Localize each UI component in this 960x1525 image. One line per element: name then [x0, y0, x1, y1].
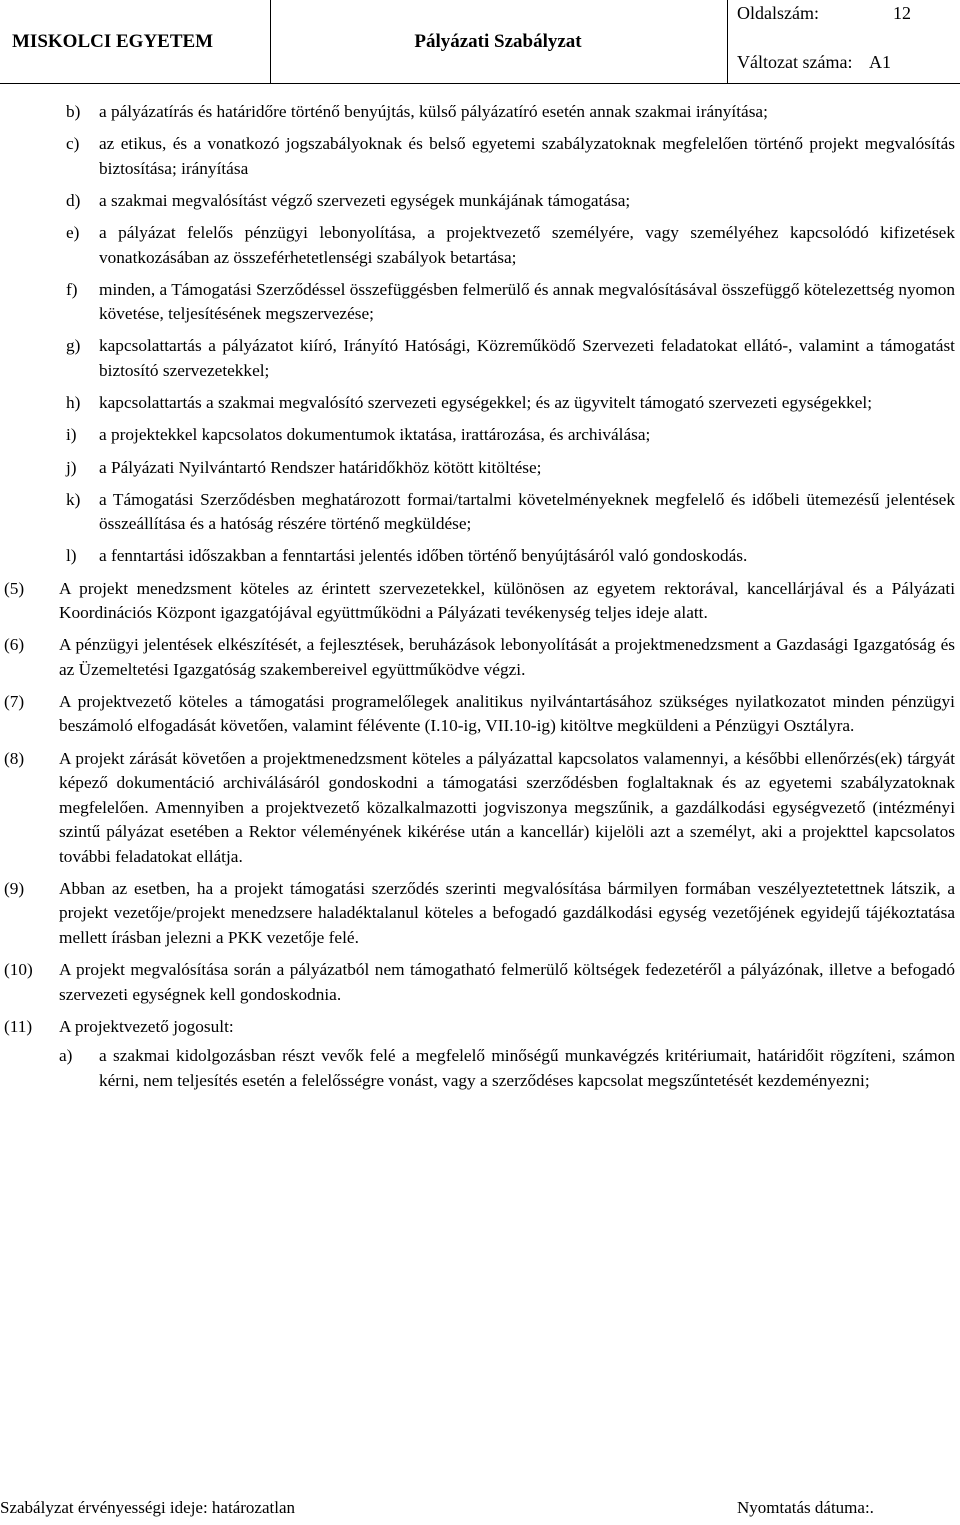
page-footer — [0, 1495, 960, 1525]
paragraph-8 — [0, 747, 960, 870]
header-meta — [727, 0, 960, 83]
list-item-text: kapcsolattartás a pályázatot kiíró, Irányító Hatósági, Közreműködő Szervezeti feladatokat ellátó-, valamint a támogatást biztosító szervezetekkel; — [99, 336, 955, 380]
page-header — [0, 0, 960, 83]
list-item-h — [0, 391, 960, 416]
list-item-text: a Pályázati Nyilvántartó Rendszer határidőkhöz kötött kitöltése; — [99, 457, 542, 477]
list-item-text: a Támogatási Szerződésben meghatározott formai/tartalmi követelményeknek megfelelő és időbeli ütemezésű jelentések összeállítása és a hatóság részére történő megküldése; — [99, 489, 955, 534]
print-date: Nyomtatás dátuma:. — [737, 1498, 874, 1517]
list-item-k — [0, 488, 960, 537]
list-item-label: b) — [66, 102, 81, 121]
document-body — [0, 100, 960, 1101]
list-item-text: a projektekkel kapcsolatos dokumentumok iktatása, irattározása, és archiválása; — [99, 425, 651, 445]
paragraph-number: (11) — [4, 1016, 33, 1036]
list-item-e — [0, 221, 960, 270]
list-item-text: a fenntartási időszakban a fenntartási jelentés időben történő benyújtásáról való gondoskodás. — [99, 546, 748, 566]
paragraph-9 — [0, 877, 960, 951]
paragraph-number: (8) — [4, 748, 25, 768]
list-item-label: e) — [66, 223, 80, 243]
header-bottom-rule — [0, 83, 960, 84]
list-item-text: kapcsolattartás a szakmai megvalósító szervezeti egységekkel; és az ügyvitelt támogató szervezeti egységekkel; — [99, 393, 873, 413]
paragraph-intro: A projektvezető jogosult: — [59, 1016, 234, 1036]
subitem-a — [59, 1044, 955, 1093]
list-item-label: g) — [66, 336, 81, 356]
list-item-label: f) — [66, 279, 78, 299]
paragraph-7 — [0, 690, 960, 739]
list-item-j — [0, 456, 960, 481]
paragraph-text: Abban az esetben, ha a projekt támogatási szerződés szerinti megvalósítása bármilyen formában veszélyeztetettnek látszik, a projekt vezetője/projekt menedzsere haladéktalanul köteles a befogadó gazdálkodási egység vezetőjének egyidejű tájékoztatása mellett írásban jelezni a PKK vezetője felé. — [59, 878, 955, 947]
paragraph-text: A projekt zárását követően a projektmenedzsment köteles a pályázattal kapcsolatos valamennyi, a későbbi ellenőrzés(ek) tárgyát képező dokumentáció archiválásáról gondoskodni a támogatási szerződésben foglaltaknak és az egyetemi szabályzatoknak megfelelően. Amennyiben a projektvezető közalkalmazotti jogviszonya megszűnik, a gazdálkodási egységvezető (intézményi szintű pályázat esetében a Rektor véleményének kikérése után a kancellár) kijelöli azt a személyt, aki a projekttel kapcsolatos további feladatokat ellátja. — [59, 748, 955, 866]
paragraph-text: A projekt megvalósítása során a pályázatból nem támogatható felmerülő költségek fedezetéről a pályázónak, illetve a befogadó szervezeti egységnek kell gondoskodnia. — [59, 960, 955, 1004]
list-item-d — [0, 189, 960, 214]
header-divider-left — [270, 0, 271, 83]
paragraph-text: A projektvezető köteles a támogatási programelőlegek analitikus nyilvántartásához szükséges nyilatkozatot minden pénzügyi beszámoló elfogadását követően, valamint félévente (I.10-ig, VII.10-ig) kitöltve megküldeni a Pénzügyi Osztályra. — [59, 691, 955, 736]
page-number-label: Oldalszám: — [737, 3, 819, 23]
list-item-label: i) — [66, 425, 77, 445]
version-label: Változat száma: — [737, 52, 853, 72]
paragraph-number: (9) — [4, 878, 25, 898]
validity-note: Szabályzat érvényességi ideje: határozatlan — [0, 1498, 295, 1517]
list-item-text: minden, a Támogatási Szerződéssel összefüggésben felmerülő és annak megvalósításával összefüggő kötelezettség nyomon követése, teljesítésének megszervezése; — [99, 279, 955, 324]
list-item-text: a szakmai megvalósítást végző szervezeti egységek munkájának támogatása; — [99, 190, 631, 210]
list-item-label: c) — [66, 134, 80, 154]
subitem-label: a) — [59, 1046, 73, 1066]
paragraph-11 — [0, 1015, 960, 1094]
paragraph-number: (6) — [4, 635, 25, 655]
header-divider-right — [727, 0, 728, 83]
list-item-g — [0, 334, 960, 383]
list-item-label: d) — [66, 190, 81, 210]
list-item-b — [0, 100, 960, 125]
paragraph-number: (10) — [4, 960, 33, 979]
list-item-text: a pályázatírás és határidőre történő benyújtás, külső pályázatíró esetén annak szakmai irányítása; — [99, 102, 768, 121]
paragraph-5 — [0, 577, 960, 626]
page-number: 12 — [893, 3, 911, 23]
version-value: A1 — [869, 52, 891, 72]
subitem-text: a szakmai kidolgozásban részt vevők felé a megfelelő minőségű munkavégzés kritériumait, határidőit rögzíteni, számon kérni, nem teljesítés esetén a felelősségre vonást, vagy a szerződéses kapcsolat megszűntetését kezdeményezni; — [99, 1046, 955, 1090]
list-item-label: l) — [66, 546, 77, 566]
paragraph-6 — [0, 633, 960, 682]
list-item-c — [0, 132, 960, 181]
list-item-i — [0, 423, 960, 448]
list-item-label: j) — [66, 457, 77, 477]
list-item-label: k) — [66, 489, 81, 509]
paragraph-text: A projekt menedzsment köteles az érintett szervezetekkel, különösen az egyetem rektorával, kancellárjával és a Pályázati Koordinációs Központ igazgatójával együttműködni a Pályázati tevékenység teljes ideje alatt. — [59, 578, 955, 623]
list-item-f — [0, 278, 960, 327]
institution-name: MISKOLCI EGYETEM — [12, 30, 214, 52]
list-item-l — [0, 544, 960, 569]
list-item-text: a pályázat felelős pénzügyi lebonyolítása, a projektvezető személyére, vagy személyéhez kapcsolódó kifizetések vonatkozásában az összeférhetetlenségi szabályok betartása; — [99, 223, 955, 267]
paragraph-number: (5) — [4, 578, 25, 598]
list-item-label: h) — [66, 393, 81, 413]
paragraph-10 — [0, 958, 960, 1007]
document-title: Pályázati Szabályzat — [414, 30, 582, 52]
paragraph-number: (7) — [4, 691, 25, 711]
list-item-text: az etikus, és a vonatkozó jogszabályoknak és belső egyetemi szabályzatoknak megfelelően történő projekt megvalósítás biztosítása; irányítása — [99, 134, 955, 178]
paragraph-text: A pénzügyi jelentések elkészítését, a fejlesztések, beruházások lebonyolítását a projektmenedzsment a Gazdasági Igazgatóság és az Üzemeltetési Igazgatóság szakembereivel együttműködve végzi. — [59, 635, 955, 679]
